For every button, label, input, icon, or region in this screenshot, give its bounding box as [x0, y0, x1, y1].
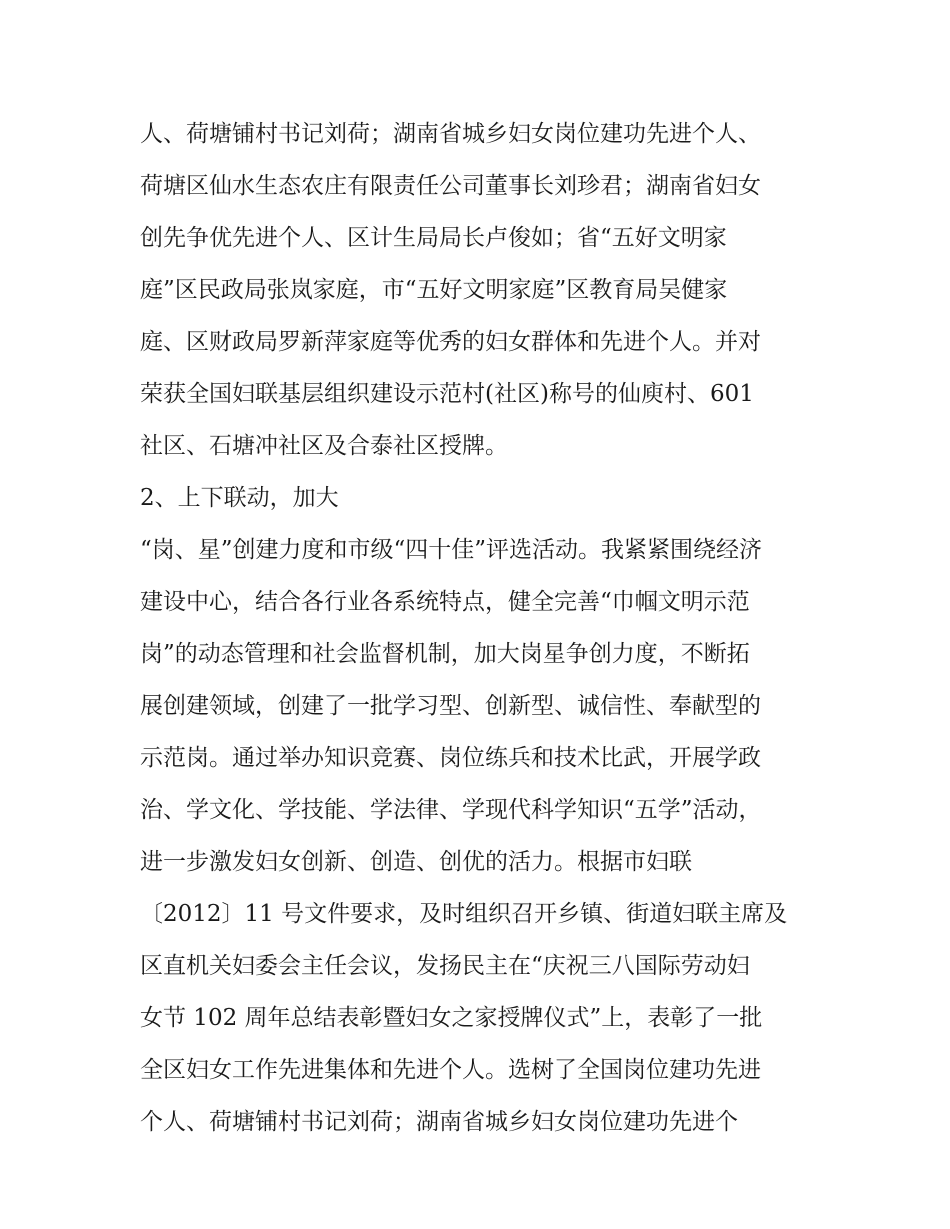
text-line: 示范岗。通过举办知识竞赛、岗位练兵和技术比武，开展学政 [140, 745, 761, 771]
text-line: 岗”的动态管理和社会监督机制，加大岗星争创力度，不断拓 [140, 641, 750, 667]
text-line: 展创建领域，创建了一批学习型、创新型、诚信性、奉献型的 [140, 693, 761, 719]
text-line: 〔2012〕11 号文件要求，及时组织召开乡镇、街道妇联主席及 [140, 901, 788, 927]
text-line: 全区妇女工作先进集体和先进个人。选树了全国岗位建功先进 [140, 1057, 761, 1083]
text-line: 治、学文化、学技能、学法律、学现代科学知识“五学”活动， [140, 797, 762, 823]
text-line: 荷塘区仙水生态农庄有限责任公司董事长刘珍君；湖南省妇女 [140, 173, 761, 199]
text-line: 建设中心，结合各行业各系统特点，健全完善“巾帼文明示范 [140, 589, 750, 615]
text-line: 区直机关妇委会主任会议，发扬民主在“庆祝三八国际劳动妇 [140, 953, 750, 979]
text-line: 进一步激发妇女创新、创造、创优的活力。根据市妇联 [140, 849, 692, 875]
text-line: 创先争优先进个人、区计生局局长卢俊如；省“五好文明家 [140, 225, 727, 251]
body-text [140, 108, 830, 1148]
text-line: 庭”区民政局张岚家庭，市“五好文明家庭”区教育局吴健家 [140, 277, 728, 303]
section-heading: 2、上下联动，加大 [140, 485, 339, 511]
text-line: 个人、荷塘铺村书记刘荷；湖南省城乡妇女岗位建功先进个 [140, 1109, 738, 1135]
text-line: 庭、区财政局罗新萍家庭等优秀的妇女群体和先进个人。并对 [140, 329, 761, 355]
text-line: “岗、星”创建力度和市级“四十佳”评选活动。我紧紧围绕经济 [140, 537, 763, 563]
text-line: 社区、石塘冲社区及合泰社区授牌。 [140, 433, 508, 459]
text-line: 荣获全国妇联基层组织建设示范村(社区)称号的仙庾村、601 [140, 381, 754, 407]
text-line: 人、荷塘铺村书记刘荷；湖南省城乡妇女岗位建功先进个人、 [140, 121, 761, 147]
text-line: 女节 102 周年总结表彰暨妇女之家授牌仪式”上，表彰了一批 [140, 1005, 763, 1031]
